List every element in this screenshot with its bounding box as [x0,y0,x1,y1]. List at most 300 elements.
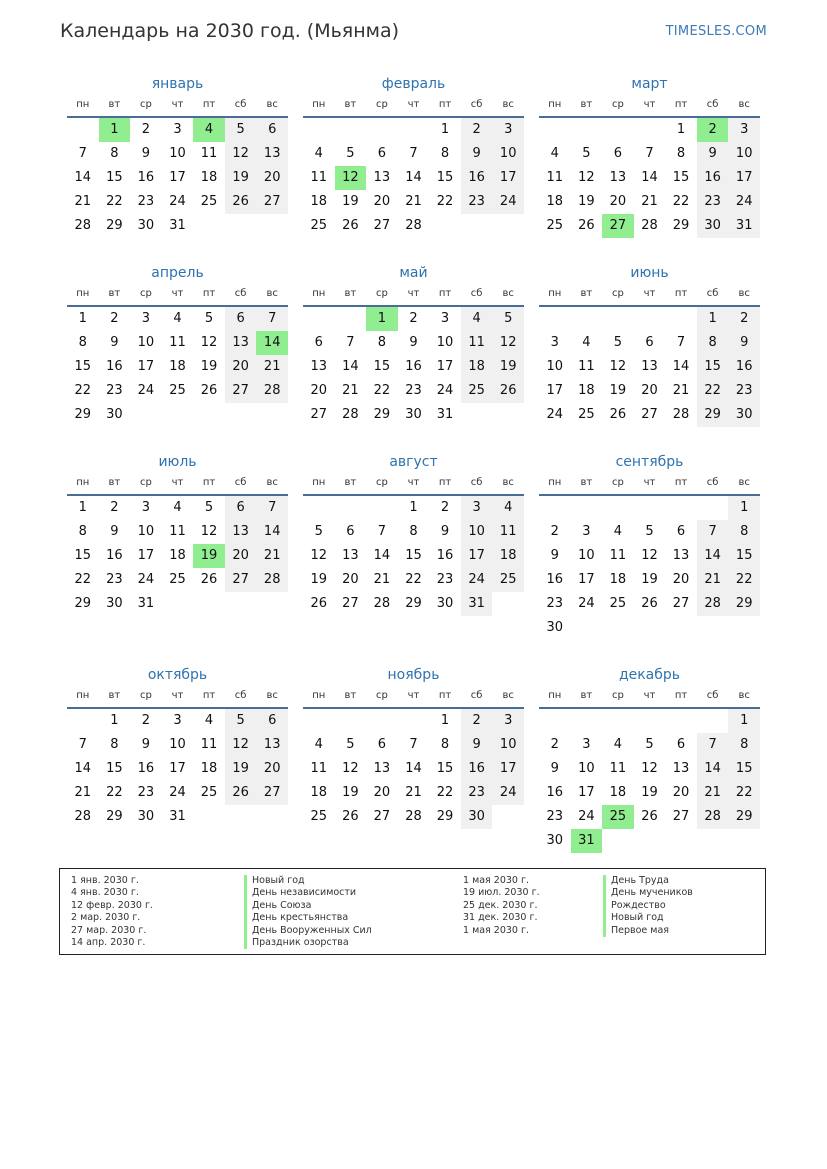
day-cell: 4 [461,307,493,331]
weekday-label: пн [312,288,326,299]
day-cell: 27 [342,596,359,611]
day-cell: 1 [440,713,450,728]
weekday-label: сб [234,99,247,110]
weekday-label: вс [266,477,278,488]
day-cell: 22 [106,194,123,209]
day-cell: 27 [256,190,288,214]
day-cell: 4 [173,500,182,515]
day-cell: 20 [256,757,288,781]
day-cell: 3 [728,118,760,142]
day-cell: 6 [225,496,257,520]
day-cell: 21 [342,383,359,398]
day-cell: 10 [578,761,595,776]
weekday-label: пт [674,477,688,488]
day-cell: 8 [377,335,387,350]
day-cell: 3 [141,311,151,326]
day-cell: 23 [546,596,564,611]
legend-date: 27 мар. 2030 г. [71,924,147,936]
empty-cell [539,709,571,733]
day-cell: 22 [672,194,690,209]
day-cell: 7 [78,146,87,161]
day-cell: 15 [728,757,760,781]
month-name: февраль [381,76,446,92]
empty-cell [429,214,461,238]
day-cell: 29 [436,809,454,824]
day-cell: 21 [373,572,391,587]
month-name: июнь [630,265,669,281]
day-cell: 29 [405,596,422,611]
weekday-label: пн [76,288,90,299]
day-cell: 2 [461,709,493,733]
day-cell: 24 [546,407,564,422]
day-cell: 21 [641,194,658,209]
day-cell: 25 [578,407,595,422]
empty-cell [225,592,257,616]
weekday-label: сб [706,99,719,110]
day-grid [67,496,288,616]
weekday-label: ср [139,288,152,299]
day-cell: 25 [461,379,493,403]
day-cell: 31 [169,809,186,824]
day-cell: 16 [546,572,564,587]
day-cell: 23 [546,809,564,824]
day-cell: 13 [225,331,257,355]
day-cell: 21 [697,781,729,805]
weekday-label: вт [580,288,593,299]
day-cell: 21 [74,785,92,800]
day-cell: 16 [461,757,493,781]
weekday-label: вс [502,288,514,299]
day-cell: 7 [676,335,686,350]
empty-cell [665,709,697,733]
brand-logo[interactable]: TIMESLES.COM [665,24,767,39]
day-cell: 8 [697,331,729,355]
weekday-label: вт [344,288,357,299]
day-cell: 14 [697,544,729,568]
day-cell: 19 [225,166,257,190]
empty-cell [634,616,666,640]
day-cell: 25 [546,218,564,233]
weekday-label: пт [674,690,688,701]
day-cell: 10 [728,142,760,166]
legend-holiday-name: День Труда [603,875,693,887]
day-cell: 27 [256,781,288,805]
day-cell: 13 [609,170,627,185]
day-cell: 10 [137,524,155,539]
day-cell: 4 [314,737,323,752]
weekday-label: сб [234,690,247,701]
weekday-header [303,283,524,307]
day-cell: 10 [436,335,454,350]
day-cell: 29 [373,407,391,422]
day-cell: 2 [550,737,559,752]
weekday-label: вс [266,99,278,110]
day-cell: 28 [256,568,288,592]
day-cell: 18 [169,359,186,374]
day-cell: 9 [550,761,559,776]
weekday-label: вт [344,690,357,701]
empty-cell [539,118,571,142]
day-cell: 15 [728,544,760,568]
day-cell: 10 [461,520,493,544]
day-cell: 15 [697,355,729,379]
day-cell: 16 [405,359,422,374]
month-name: январь [151,76,204,92]
day-cell: 11 [461,331,493,355]
empty-cell [665,496,697,520]
day-cell: 8 [110,737,119,752]
empty-cell [634,118,666,142]
day-grid [539,709,760,853]
weekday-label: сб [234,477,247,488]
day-cell: 17 [436,359,454,374]
day-cell: 23 [137,785,155,800]
weekday-label: пн [548,690,562,701]
weekday-label: сб [706,690,719,701]
day-cell: 1 [697,307,729,331]
day-cell: 5 [492,307,524,331]
day-cell: 19 [342,785,359,800]
day-cell: 4 [550,146,559,161]
day-cell: 2 [550,524,559,539]
day-cell: 3 [582,524,591,539]
day-cell: 8 [440,737,450,752]
day-cell: 26 [492,379,524,403]
day-cell: 5 [582,146,591,161]
day-cell: 3 [173,713,182,728]
months-grid [67,74,761,878]
page-title: Календарь на 2030 год. (Мьянма) [60,20,400,42]
day-cell: 7 [377,524,387,539]
day-cell: 3 [141,500,151,515]
weekday-label: вт [580,690,593,701]
empty-cell [256,214,288,238]
day-cell: 4 [492,496,524,520]
empty-cell [335,307,367,331]
day-cell: 28 [405,218,422,233]
day-cell: 2 [110,311,119,326]
weekday-label: пт [674,288,688,299]
day-cell: 14 [74,170,92,185]
day-cell: 20 [310,383,328,398]
empty-cell [335,118,367,142]
day-cell: 30 [546,833,564,848]
weekday-label: пт [202,99,216,110]
day-cell: 31 [169,218,186,233]
day-cell: 14 [672,359,690,374]
day-cell: 10 [492,733,524,757]
day-cell: 25 [310,809,328,824]
empty-cell [256,403,288,427]
empty-cell [303,496,335,520]
weekday-label: чт [407,288,420,299]
day-cell: 5 [204,500,214,515]
day-grid [539,118,760,238]
day-cell: 23 [137,194,155,209]
day-cell: 18 [461,355,493,379]
empty-cell [697,496,729,520]
day-cell: 10 [169,146,186,161]
weekday-label: чт [407,99,420,110]
day-cell: 19 [641,785,658,800]
day-cell: 2 [110,500,119,515]
legend-holiday-name: Рождество [603,900,693,912]
month-name: октябрь [147,667,208,683]
day-cell: 2 [141,122,151,137]
weekday-label: чт [171,288,184,299]
day-cell: 30 [436,596,454,611]
day-cell: 23 [697,190,729,214]
day-grid [539,307,760,427]
day-cell: 26 [609,407,627,422]
day-cell: 9 [440,524,450,539]
day-cell: 24 [436,383,454,398]
weekday-label: пн [312,99,326,110]
empty-cell [303,709,335,733]
day-cell: 16 [137,170,155,185]
day-cell: 30 [405,407,422,422]
weekday-label: вс [502,99,514,110]
day-cell: 30 [546,620,564,635]
day-cell: 19 [492,355,524,379]
day-cell: 16 [461,166,493,190]
day-cell: 22 [373,383,391,398]
day-cell: 24 [137,383,155,398]
weekday-label: сб [234,288,247,299]
weekday-label: вт [108,477,121,488]
day-cell: 9 [461,142,493,166]
day-cell: 1 [728,496,760,520]
empty-cell [571,118,603,142]
day-cell: 21 [405,194,422,209]
weekday-header [67,685,288,709]
day-cell: 26 [200,572,218,587]
day-cell: 27 [373,809,391,824]
empty-cell [461,403,493,427]
day-cell: 11 [169,524,186,539]
day-cell: 8 [676,146,686,161]
weekday-header [539,472,760,496]
empty-cell [492,592,524,616]
day-cell: 12 [342,761,359,776]
day-cell: 6 [676,524,686,539]
legend-holiday-name: День Союза [244,900,372,912]
day-grid [303,709,524,829]
empty-cell [398,709,430,733]
day-cell: 29 [106,218,123,233]
day-cell: 3 [492,118,524,142]
legend-date: 19 июл. 2030 г. [463,887,540,899]
empty-cell [492,214,524,238]
day-cell: 26 [342,809,359,824]
day-cell: 24 [169,785,186,800]
day-cell: 24 [492,190,524,214]
day-cell: 22 [728,568,760,592]
day-cell: 4 [204,713,214,728]
day-cell: 13 [672,761,690,776]
day-cell: 7 [697,733,729,757]
legend-date: 14 апр. 2030 г. [71,936,146,948]
day-cell: 20 [225,355,257,379]
day-cell: 13 [373,170,391,185]
day-cell: 7 [256,307,288,331]
month-3 [539,74,760,263]
day-cell: 19 [342,194,359,209]
empty-cell [697,709,729,733]
day-cell: 15 [436,170,454,185]
day-cell: 26 [225,781,257,805]
day-cell: 25 [169,572,186,587]
holiday-day: 12 [335,166,367,190]
day-cell: 10 [137,335,155,350]
empty-cell [492,403,524,427]
day-cell: 20 [641,383,658,398]
weekday-label: вс [738,477,750,488]
day-cell: 29 [672,218,690,233]
day-cell: 6 [676,737,686,752]
day-cell: 15 [106,170,123,185]
day-cell: 25 [200,194,218,209]
empty-cell [728,616,760,640]
day-cell: 1 [728,709,760,733]
day-cell: 27 [225,379,257,403]
empty-cell [366,496,398,520]
day-cell: 26 [641,596,658,611]
day-cell: 19 [200,359,218,374]
legend-date: 1 мая 2030 г. [463,875,529,886]
weekday-label: ср [375,690,388,701]
legend-date: 31 дек. 2030 г. [463,912,538,924]
day-cell: 17 [137,359,155,374]
day-grid [67,709,288,829]
day-cell: 5 [613,335,623,350]
day-cell: 15 [405,548,422,563]
empty-cell [602,307,634,331]
day-cell: 22 [74,383,92,398]
weekday-label: вт [580,477,593,488]
day-cell: 29 [697,403,729,427]
day-cell: 22 [405,572,422,587]
day-cell: 3 [173,122,182,137]
day-cell: 24 [492,781,524,805]
day-cell: 12 [310,548,328,563]
day-cell: 27 [225,568,257,592]
weekday-label: ср [375,288,388,299]
day-cell: 13 [225,520,257,544]
holiday-day: 31 [571,829,603,853]
day-cell: 22 [697,379,729,403]
day-cell: 2 [409,311,418,326]
weekday-label: ср [611,477,624,488]
day-cell: 21 [697,568,729,592]
day-cell: 18 [578,383,595,398]
day-cell: 14 [697,757,729,781]
empty-cell [634,829,666,853]
day-cell: 27 [641,407,658,422]
weekday-label: чт [643,477,656,488]
day-cell: 7 [645,146,654,161]
day-cell: 12 [641,761,658,776]
month-6 [539,263,760,452]
weekday-label: сб [706,477,719,488]
empty-cell [67,118,99,142]
weekday-header [303,685,524,709]
day-cell: 21 [256,544,288,568]
day-cell: 11 [169,335,186,350]
day-cell: 9 [697,142,729,166]
day-cell: 11 [310,170,328,185]
legend-holiday-name: Новый год [603,912,693,924]
day-cell: 12 [200,524,218,539]
day-cell: 2 [141,713,151,728]
day-cell: 1 [676,122,686,137]
day-cell: 12 [578,170,595,185]
holiday-day: 4 [193,118,225,142]
empty-cell [193,403,225,427]
day-cell: 24 [461,568,493,592]
day-cell: 18 [609,572,627,587]
month-11 [303,665,524,878]
day-cell: 17 [169,761,186,776]
day-cell: 3 [461,496,493,520]
day-cell: 20 [256,166,288,190]
weekday-label: пн [76,690,90,701]
day-cell: 9 [550,548,559,563]
weekday-label: пн [548,477,562,488]
weekday-label: ср [375,99,388,110]
day-cell: 4 [613,737,623,752]
day-cell: 1 [78,500,87,515]
day-cell: 18 [169,548,186,563]
day-cell: 31 [137,596,155,611]
day-cell: 14 [373,548,391,563]
legend-holiday-name: День Вооруженных Сил [244,925,372,937]
day-cell: 1 [78,311,87,326]
month-name: сентябрь [615,454,684,470]
day-cell: 17 [169,170,186,185]
month-name: май [399,265,428,281]
legend-date: 4 янв. 2030 г. [71,887,139,899]
day-cell: 26 [578,218,595,233]
day-cell: 8 [409,524,418,539]
legend-holiday-name: День мучеников [603,887,693,899]
weekday-label: сб [470,477,483,488]
weekday-label: пт [438,690,452,701]
empty-cell [162,403,194,427]
day-cell: 5 [346,737,355,752]
day-cell: 12 [225,142,257,166]
weekday-label: пт [202,477,216,488]
day-cell: 18 [310,194,328,209]
day-cell: 23 [461,190,493,214]
day-grid [539,496,760,640]
day-cell: 5 [346,146,355,161]
day-cell: 18 [200,761,218,776]
weekday-header [67,283,288,307]
day-cell: 28 [74,809,92,824]
holiday-day: 1 [99,118,131,142]
day-cell: 26 [310,596,328,611]
day-cell: 19 [310,572,328,587]
day-cell: 16 [697,166,729,190]
day-cell: 10 [578,548,595,563]
day-cell: 25 [492,568,524,592]
day-cell: 9 [141,146,151,161]
day-cell: 18 [200,170,218,185]
day-cell: 21 [74,194,92,209]
day-cell: 20 [225,544,257,568]
day-cell: 20 [672,785,690,800]
